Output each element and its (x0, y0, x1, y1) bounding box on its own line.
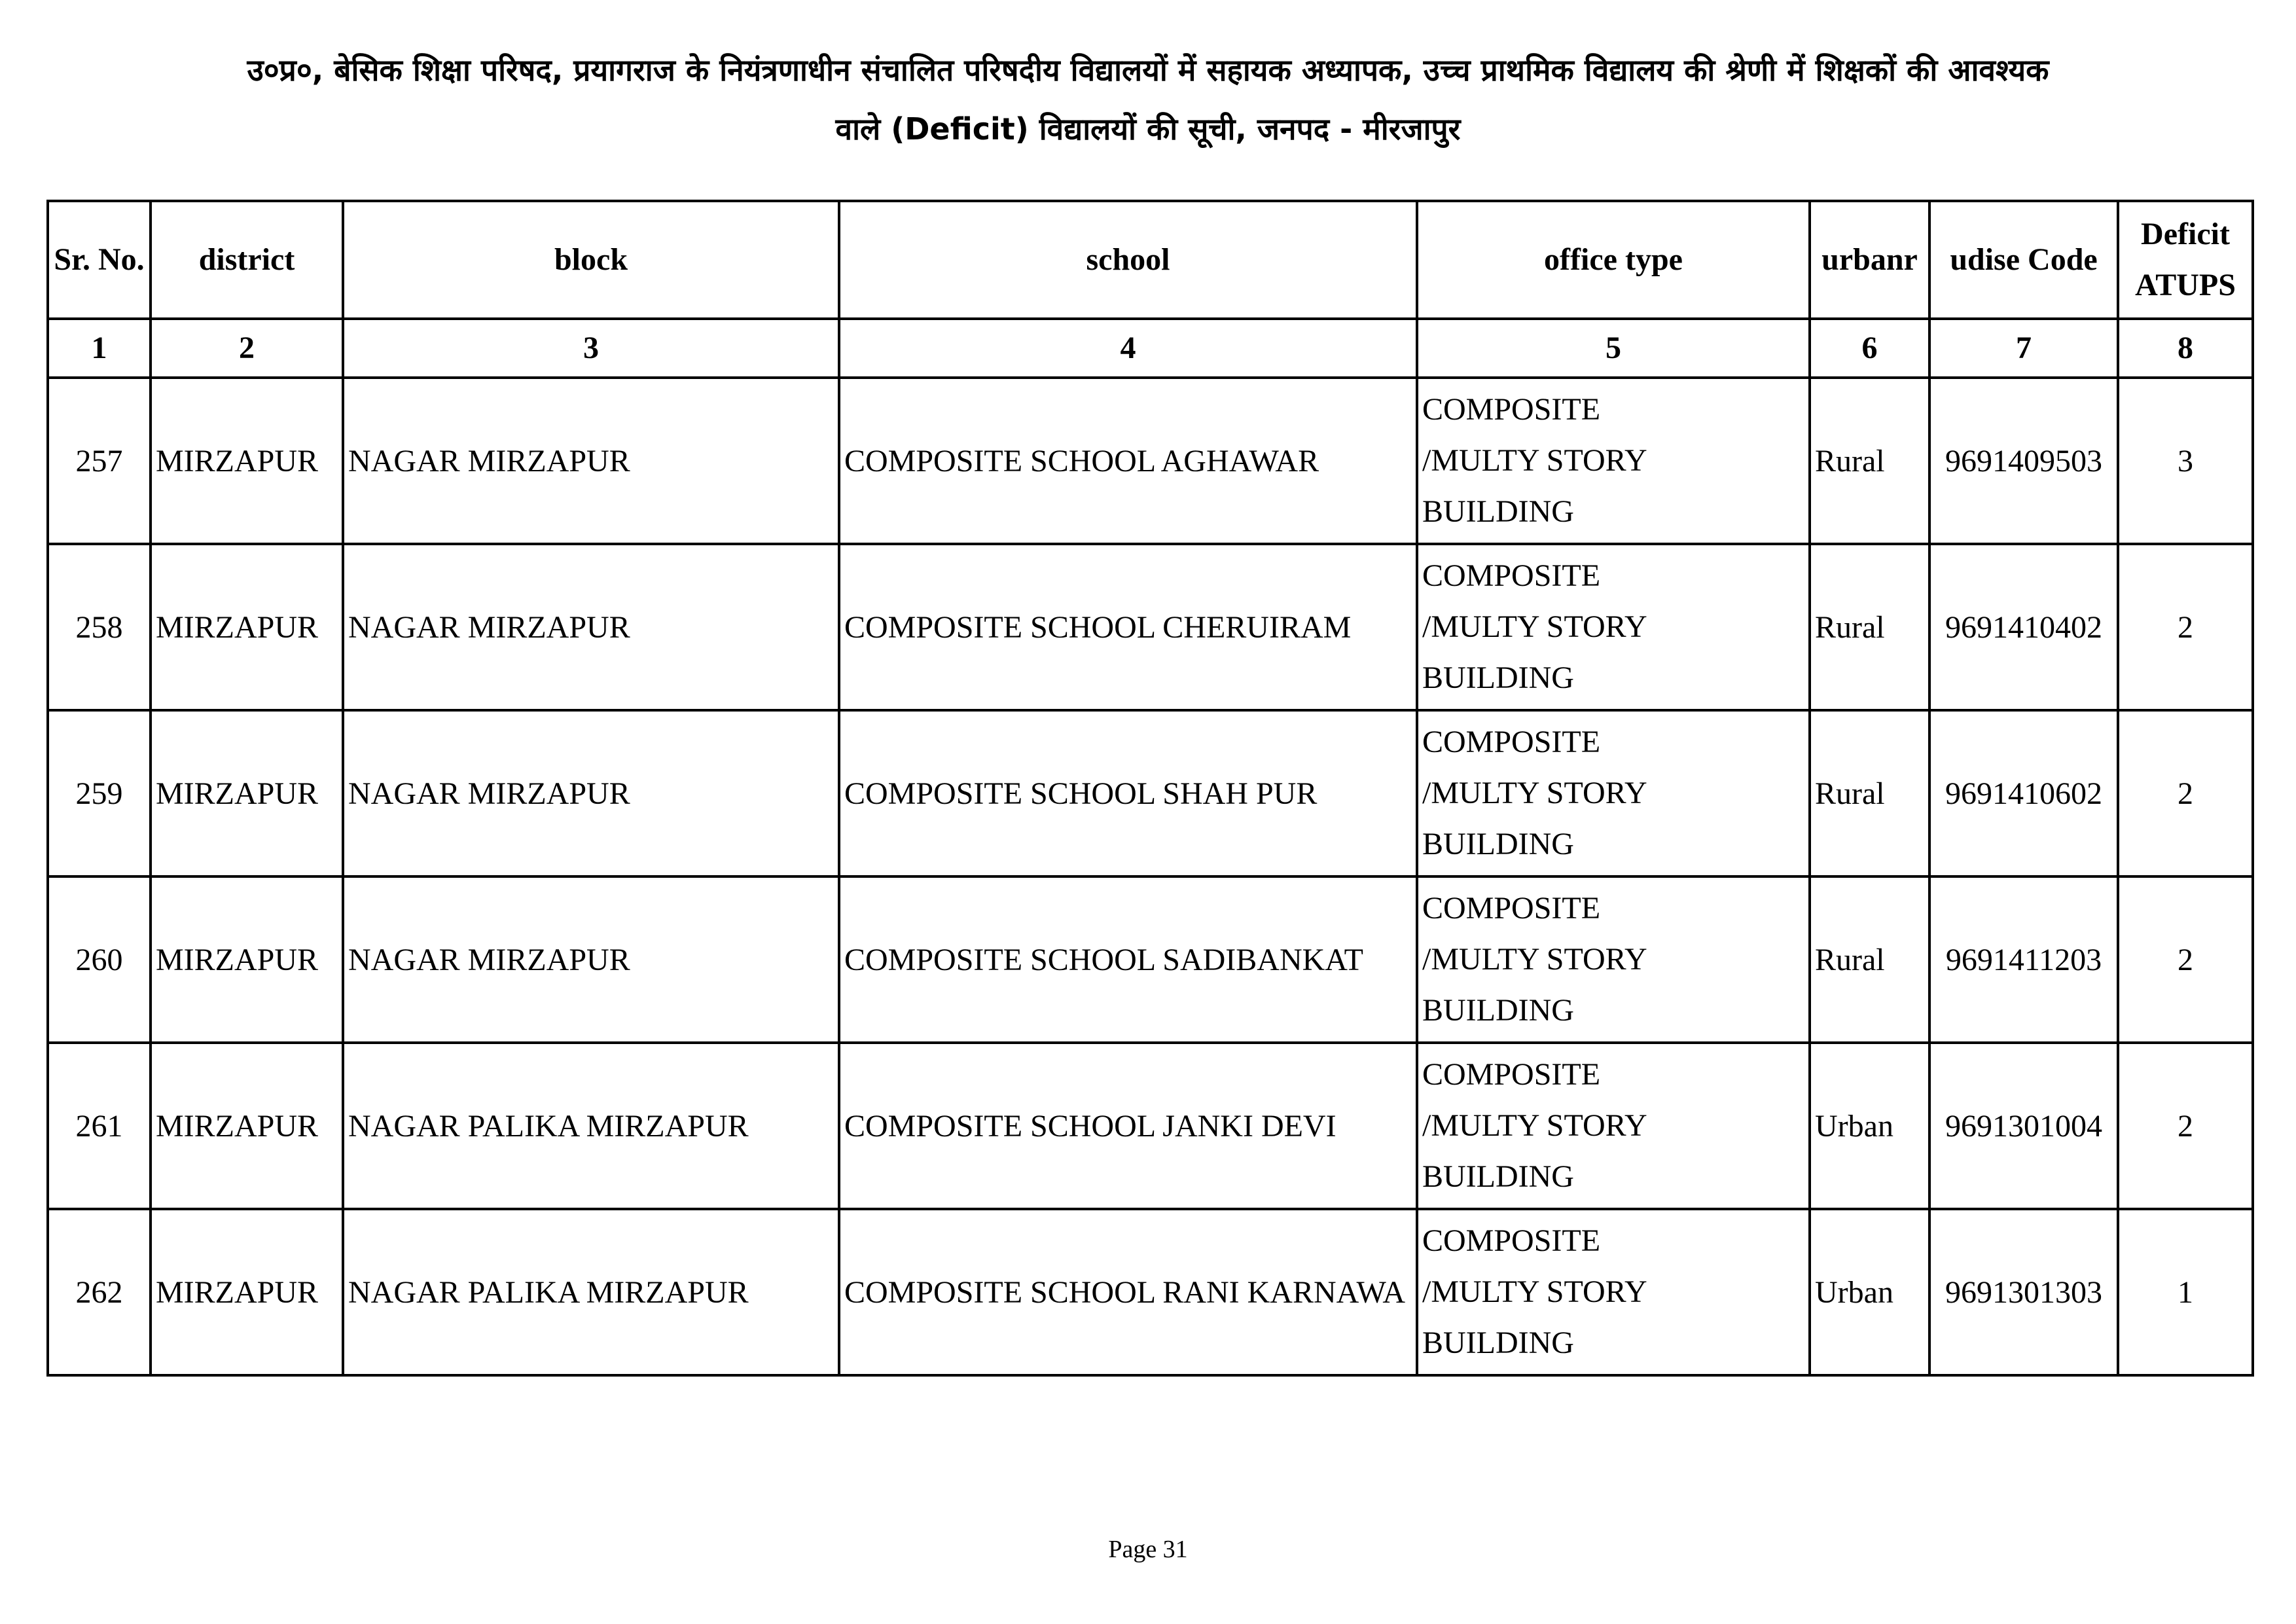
cell-school: COMPOSITE SCHOOL RANI KARNAWA (839, 1209, 1417, 1375)
cell-urbanr: Rural (1810, 544, 1929, 710)
cell-district: MIRZAPUR (151, 544, 343, 710)
office-type-line: COMPOSITE (1422, 558, 1601, 593)
office-type-line: COMPOSITE (1422, 392, 1601, 427)
office-type-line: /MULTY STORY (1422, 942, 1647, 977)
cell-udise-code: 9691301004 (1929, 1043, 2118, 1209)
cell-deficit-atups: 1 (2118, 1209, 2253, 1375)
cell-udise-code: 9691410402 (1929, 544, 2118, 710)
cell-sr-no: 261 (48, 1043, 151, 1209)
office-type-line: /MULTY STORY (1422, 1274, 1647, 1309)
table-row (48, 710, 2253, 876)
cell-office-type (1417, 1043, 1810, 1209)
cell-office-type (1417, 378, 1810, 544)
office-type-line: /MULTY STORY (1422, 443, 1647, 478)
cell-deficit-atups: 2 (2118, 544, 2253, 710)
cell-district: MIRZAPUR (151, 1209, 343, 1375)
cell-block: NAGAR PALIKA MIRZAPUR (343, 1043, 839, 1209)
cell-urbanr: Urban (1810, 1209, 1929, 1375)
column-number: 7 (1929, 319, 2118, 378)
header-district: district (151, 201, 343, 319)
office-type-line: /MULTY STORY (1422, 1108, 1647, 1143)
office-type-line: COMPOSITE (1422, 725, 1601, 759)
page-title (39, 41, 2257, 158)
cell-office-type (1417, 876, 1810, 1043)
title-line-1: उ०प्र०, बेसिक शिक्षा परिषद, प्रयागराज के नियंत्रणाधीन संचालित परिषदीय विद्यालयों में सहायक अध्यापक, उच्च प्राथमिक विद्यालय की श्रेणी में शिक्षकों की आवश्यक (247, 52, 2049, 88)
cell-sr-no: 262 (48, 1209, 151, 1375)
table-row (48, 544, 2253, 710)
office-type-line: BUILDING (1422, 1326, 1574, 1360)
cell-deficit-atups: 2 (2118, 710, 2253, 876)
cell-urbanr: Rural (1810, 710, 1929, 876)
header-deficit-line-1: Deficit (2141, 217, 2230, 251)
column-number: 2 (151, 319, 343, 378)
cell-district: MIRZAPUR (151, 876, 343, 1043)
cell-sr-no: 260 (48, 876, 151, 1043)
cell-office-type (1417, 544, 1810, 710)
table-row (48, 876, 2253, 1043)
table-row (48, 1043, 2253, 1209)
table-row (48, 1209, 2253, 1375)
cell-deficit-atups: 2 (2118, 1043, 2253, 1209)
cell-udise-code: 9691409503 (1929, 378, 2118, 544)
column-number: 1 (48, 319, 151, 378)
cell-office-type (1417, 1209, 1810, 1375)
column-number: 4 (839, 319, 1417, 378)
cell-deficit-atups: 3 (2118, 378, 2253, 544)
cell-school: COMPOSITE SCHOOL CHERUIRAM (839, 544, 1417, 710)
cell-urbanr: Rural (1810, 876, 1929, 1043)
cell-deficit-atups: 2 (2118, 876, 2253, 1043)
office-type-line: /MULTY STORY (1422, 609, 1647, 644)
cell-udise-code: 9691410602 (1929, 710, 2118, 876)
header-sr-no: Sr. No. (48, 201, 151, 319)
header-udise-code: udise Code (1929, 201, 2118, 319)
column-number: 3 (343, 319, 839, 378)
cell-udise-code: 9691411203 (1929, 876, 2118, 1043)
column-number-row (48, 319, 2253, 378)
header-school: school (839, 201, 1417, 319)
office-type-line: BUILDING (1422, 494, 1574, 529)
office-type-line: BUILDING (1422, 827, 1574, 861)
cell-school: COMPOSITE SCHOOL AGHAWAR (839, 378, 1417, 544)
header-row (48, 201, 2253, 319)
cell-urbanr: Urban (1810, 1043, 1929, 1209)
page-number: Page 31 (1108, 1536, 1188, 1563)
cell-district: MIRZAPUR (151, 378, 343, 544)
office-type-line: COMPOSITE (1422, 891, 1601, 926)
header-deficit-line-2: ATUPS (2135, 268, 2236, 302)
cell-district: MIRZAPUR (151, 710, 343, 876)
office-type-line: BUILDING (1422, 1159, 1574, 1194)
cell-sr-no: 257 (48, 378, 151, 544)
office-type-line: COMPOSITE (1422, 1057, 1601, 1092)
cell-sr-no: 259 (48, 710, 151, 876)
deficit-schools-table (46, 200, 2254, 1377)
cell-school: COMPOSITE SCHOOL SADIBANKAT (839, 876, 1417, 1043)
title-line-2: वाले (Deficit) विद्यालयों की सूची, जनपद - मीरजापुर (835, 111, 1461, 147)
office-type-line: /MULTY STORY (1422, 776, 1647, 810)
cell-urbanr: Rural (1810, 378, 1929, 544)
header-deficit-atups (2118, 201, 2253, 319)
header-block: block (343, 201, 839, 319)
cell-udise-code: 9691301303 (1929, 1209, 2118, 1375)
office-type-line: BUILDING (1422, 660, 1574, 695)
cell-sr-no: 258 (48, 544, 151, 710)
cell-office-type (1417, 710, 1810, 876)
cell-block: NAGAR MIRZAPUR (343, 876, 839, 1043)
column-number: 6 (1810, 319, 1929, 378)
column-number: 8 (2118, 319, 2253, 378)
cell-block: NAGAR MIRZAPUR (343, 544, 839, 710)
cell-block: NAGAR MIRZAPUR (343, 710, 839, 876)
header-urbanr: urbanr (1810, 201, 1929, 319)
column-number: 5 (1417, 319, 1810, 378)
header-office-type: office type (1417, 201, 1810, 319)
cell-block: NAGAR PALIKA MIRZAPUR (343, 1209, 839, 1375)
cell-school: COMPOSITE SCHOOL JANKI DEVI (839, 1043, 1417, 1209)
table-row (48, 378, 2253, 544)
cell-block: NAGAR MIRZAPUR (343, 378, 839, 544)
office-type-line: COMPOSITE (1422, 1223, 1601, 1258)
office-type-line: BUILDING (1422, 993, 1574, 1028)
cell-district: MIRZAPUR (151, 1043, 343, 1209)
cell-school: COMPOSITE SCHOOL SHAH PUR (839, 710, 1417, 876)
